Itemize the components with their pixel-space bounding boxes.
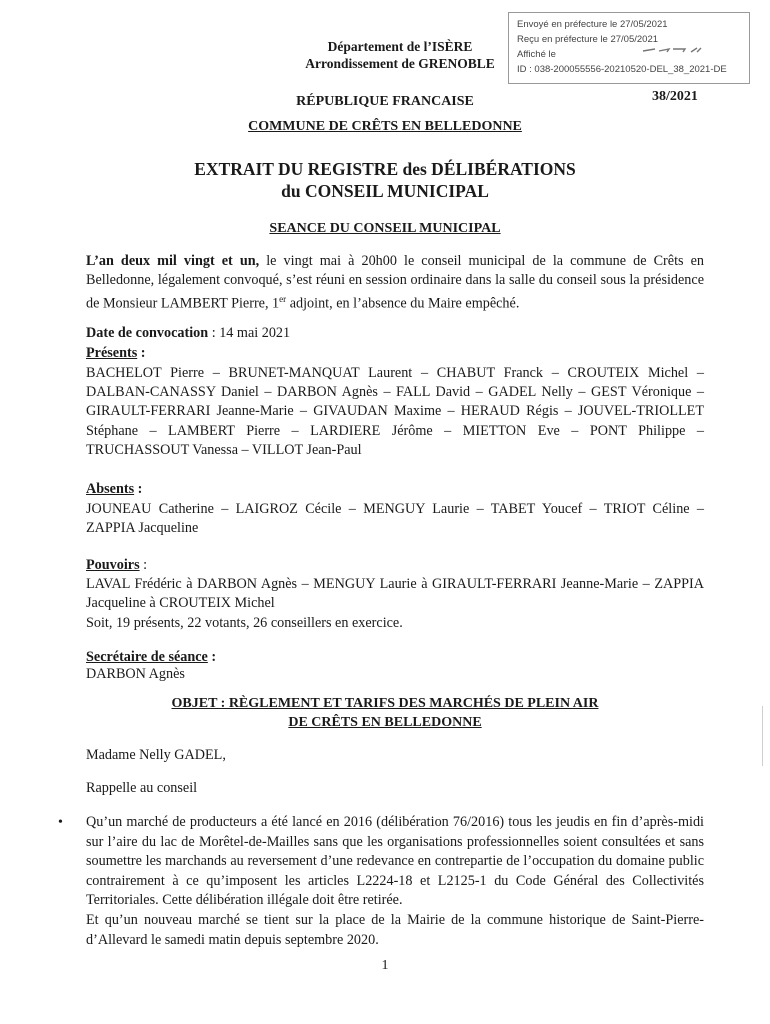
convocation-label: Date de convocation <box>86 325 209 341</box>
prefecture-stamp <box>508 12 750 84</box>
absents-colon: : <box>134 481 143 497</box>
seance-heading: SEANCE DU CONSEIL MUNICIPAL <box>269 221 501 236</box>
secretaire-heading: Secrétaire de séance <box>86 649 208 665</box>
pouvoirs-label <box>86 556 704 575</box>
presents-list: BACHELOT Pierre – BRUNET-MANQUAT Laurent – CHABUT Franck – CROUTEIX Michel – DALBAN-CANASSY Daniel – DARBON Agnès – FALL David – GADEL Nelly – GEST Véronique – GIRAULT-FERRARI Jeanne-Marie – GIVAUDAN Maxime – HERAUD Régis – JOUVEL-TRIOLLET Stéphane – LAMBERT Pierre – LARDIERE Jérôme – MIETTON Eve – PONT Philippe – TRUCHASSOUT Vanessa – VILLOT Jean-Paul <box>86 365 704 458</box>
bullet-paragraph <box>86 813 704 950</box>
title-line-2: du CONSEIL MUNICIPAL <box>281 181 489 201</box>
bullet-paragraph-2: Et qu’un nouveau marché se tient sur la place de la Mairie de la commune historique de Saint-Pierre-d’Allevard le samedi matin depuis septembre 2020. <box>86 911 704 948</box>
presents-label <box>86 344 704 363</box>
stamp-logo-icon <box>641 46 703 54</box>
department-header <box>290 38 510 72</box>
absents-list: JOUNEAU Catherine – LAIGROZ Cécile – MENGUY Laurie – TABET Youcef – TRIOT Céline – ZAPPIA Jacqueline <box>86 501 704 537</box>
intro-lead: L’an deux mil vingt et un, <box>86 253 260 269</box>
pouvoirs-list: LAVAL Frédéric à DARBON Agnès – MENGUY Laurie à GIRAULT-FERRARI Jeanne-Marie – ZAPPIA Jacqueline à CROUTEIX Michel <box>86 576 704 612</box>
absents-heading: Absents <box>86 481 135 497</box>
title-line-1: EXTRAIT DU REGISTRE des DÉLIBÉRATIONS <box>194 159 576 179</box>
stamp-received-date: Reçu en préfecture le 27/05/2021 <box>517 34 659 45</box>
intro-sup: er <box>279 294 287 305</box>
deliberation-number: 38/2021 <box>652 89 698 104</box>
objet-line-1: OBJET : RÈGLEMENT ET TARIFS DES MARCHÉS DE PLEIN AIR <box>171 696 599 711</box>
commune-heading: COMMUNE DE CRÊTS EN BELLEDONNE <box>248 119 522 134</box>
pouvoirs-colon: : <box>139 557 148 573</box>
department-name: Département de l’ISÈRE <box>327 39 473 54</box>
bullet-paragraph-1: Qu’un marché de producteurs a été lancé en 2016 (délibération 76/2016) tous les jeudis en fin d’après-midi sur l’aire du lac de Morêtel-de-Mailles sans que les organisations professionnelles soient consultées et sans soumettre les marchands au reversement d’une redevance en contrepartie de l’occupation du domaine public contrairement à ce qu’imposent les articles L2224-18 et L2125-1 du Code Général des Collectivités Territoriales. Cette délibération illégale doit être retirée. <box>86 814 704 909</box>
intro-tail: adjoint, en l’absence du Maire empêché. <box>286 296 520 313</box>
intro-paragraph <box>86 252 704 314</box>
addressee: Madame Nelly GADEL, <box>86 747 226 763</box>
presents-colon: : <box>137 345 146 361</box>
objet-line-2: DE CRÊTS EN BELLEDONNE <box>288 715 482 730</box>
presents-heading: Présents <box>86 345 138 361</box>
intro-body: le vingt mai à 20h00 le conseil municipal de la commune de Crêts en Belledonne, légalement convoqué, s’est réuni en session ordinaire dans la salle du conseil sous la présidence de Monsieur LAMBERT Pierre, 1 <box>86 253 704 313</box>
stamp-sent-date: Envoyé en préfecture le 27/05/2021 <box>517 19 668 30</box>
scan-edge-line <box>762 706 763 766</box>
attendance-summary: Soit, 19 présents, 22 votants, 26 conseillers en exercice. <box>86 615 403 631</box>
convocation-value: : 14 mai 2021 <box>208 325 291 341</box>
secretaire-name: DARBON Agnès <box>86 666 185 682</box>
republique-heading: RÉPUBLIQUE FRANCAISE <box>296 94 474 109</box>
absents-label <box>86 480 704 499</box>
convocation-line <box>86 324 704 343</box>
objet-heading <box>0 694 770 732</box>
rappelle-line: Rappelle au conseil <box>86 780 198 796</box>
page-number: 1 <box>381 958 389 973</box>
arrondissement-name: Arrondissement de GRENOBLE <box>305 56 495 71</box>
document-title <box>0 158 770 202</box>
bullet-icon: • <box>58 815 63 830</box>
stamp-id: ID : 038-200055556-20210520-DEL_38_2021-DE <box>517 64 727 75</box>
stamp-posted: Affiché le <box>517 49 556 60</box>
secretaire-colon: : <box>207 649 217 665</box>
pouvoirs-heading: Pouvoirs <box>86 557 140 573</box>
